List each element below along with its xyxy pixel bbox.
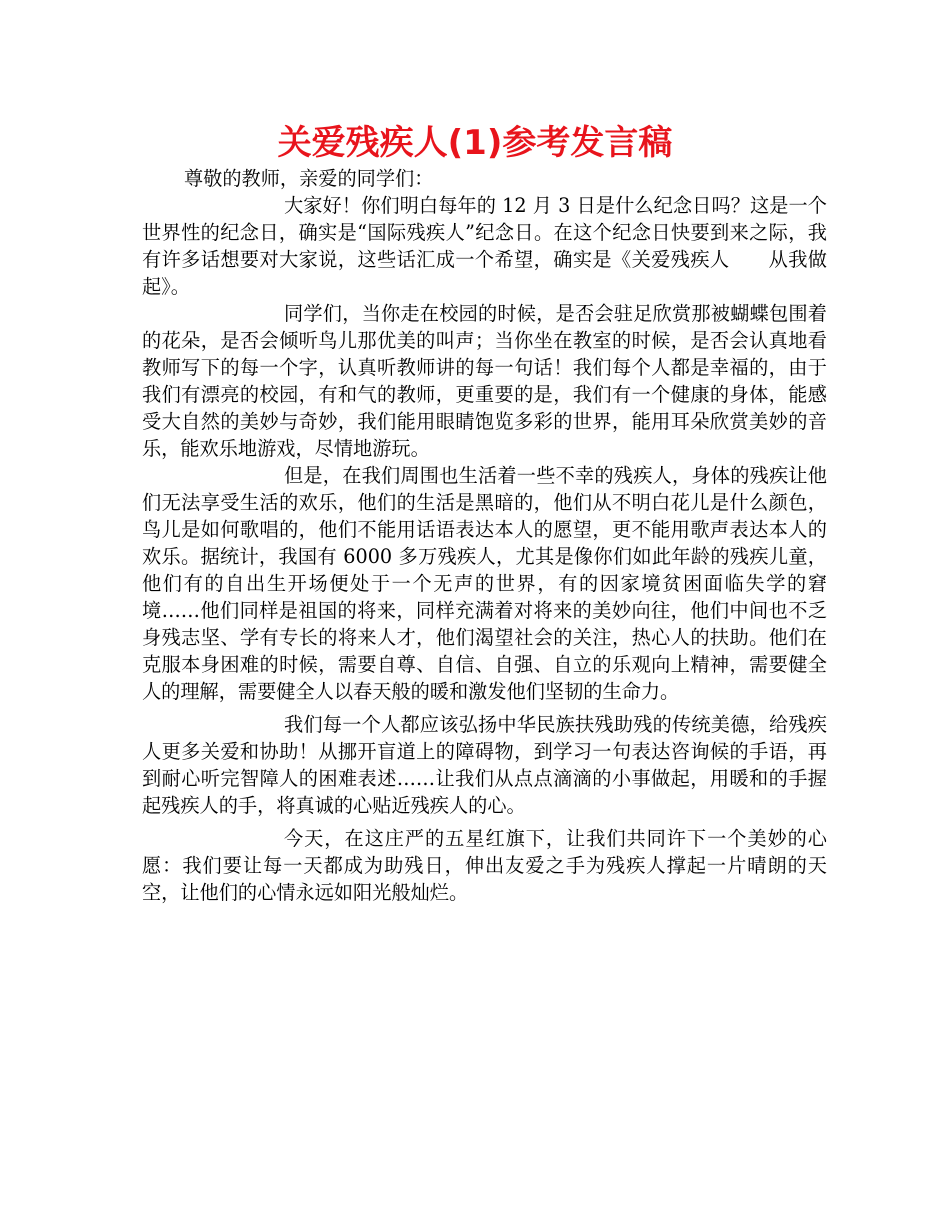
paragraph-disabled-people: 但是，在我们周围也生活着一些不幸的残疾人，身体的残疾让他们无法享受生活的欢乐，他们的生活是黑暗的，他们从不明白花儿是什么颜色，鸟儿是如何歌唱的，他们不能用话语表达本人的愿望，更不能用歌声表达本人的欢乐。据统计，我国有 6000 多万残疾人，尤其是像你们如此年龄的残疾儿童，他们有的自出生开场便处于一个无声的世界，有的因家境贫困面临失学的窘境……他们同样是祖国的将来，同样充满着对将来的美妙向往，他们中间也不乏身残志坚、学有专长的将来人才，他们渴望社会的关注，热心人的扶助。他们在克服本身困难的时候，需要自尊、自信、自强、自立的乐观向上精神，需要健全人的理解，需要健全人以春天般的暖和激发他们坚韧的生命力。 (142, 464, 827, 703)
document-title: 关爱残疾人(1)参考发言稿 (277, 123, 673, 163)
paragraph-greeting: 大家好！你们明白每年的 12 月 3 日是什么纪念日吗？这是一个世界性的纪念日，确实是“国际残疾人”纪念日。在这个纪念日快要到来之际，我有许多话想要对大家说，这些话汇成一个希望，确实是《关爱残疾人 从我做起》。 (142, 194, 827, 298)
paragraph-virtue: 我们每一个人都应该弘扬中华民族扶残助残的传统美德，给残疾人更多关爱和协助！从挪开盲道上的障碍物，到学习一句表达咨询候的手语，再到耐心听完智障人的困难表述……让我们从点点滴滴的小事做起，用暖和的手握起残疾人的手，将真诚的心贴近残疾人的心。 (142, 713, 827, 817)
salutation: 尊敬的教师，亲爱的同学们： (184, 167, 434, 190)
document-body (142, 165, 827, 906)
paragraph-wish: 今天，在这庄严的五星红旗下，让我们共同许下一个美妙的心愿：我们要让每一天都成为助残日，伸出友爱之手为残疾人撑起一片晴朗的天空，让他们的心情永远如阳光般灿烂。 (142, 827, 827, 904)
paragraph-campus: 同学们，当你走在校园的时候，是否会驻足欣赏那被蝴蝶包围着的花朵，是否会倾听鸟儿那优美的叫声；当你坐在教室的时候，是否会认真地看教师写下的每一个字，认真听教师讲的每一句话！我们每个人都是幸福的，由于我们有漂亮的校园，有和气的教师，更重要的是，我们有一个健康的身体，能感受大自然的美妙与奇妙，我们能用眼睛饱览多彩的世界，能用耳朵欣赏美妙的音乐，能欢乐地游戏，尽情地游玩。 (142, 302, 827, 460)
